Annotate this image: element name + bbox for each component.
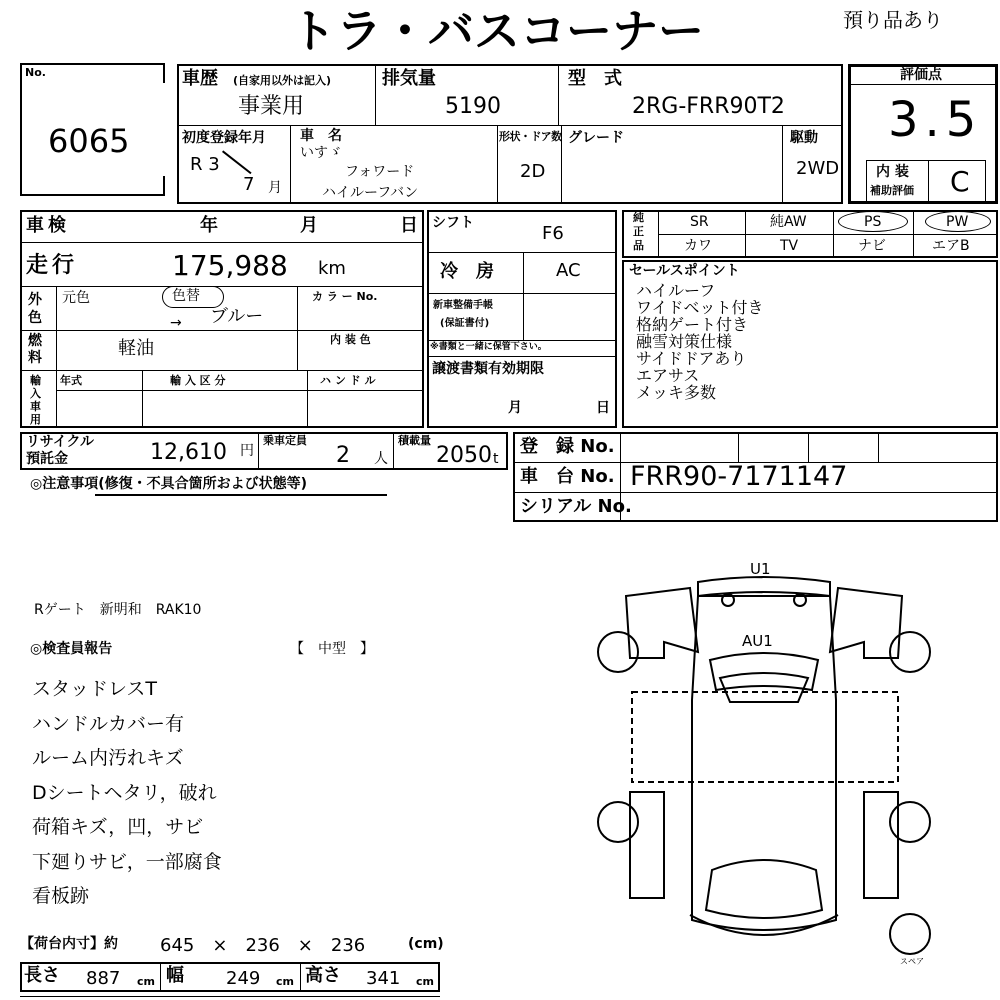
spare-label: スペア — [900, 957, 924, 966]
car-name-label: 車 名 — [300, 128, 342, 144]
cargo-length-label: 長さ — [24, 965, 60, 986]
exterior-repaint-label: 色替 — [172, 288, 200, 304]
cargo-length-unit: cm — [137, 975, 155, 988]
load-value: 2050 — [436, 443, 492, 468]
recycle-label: リサイクル — [26, 434, 95, 450]
option-ps: PS — [864, 214, 882, 230]
car-name-2: ハイルーフバン — [322, 185, 419, 201]
import-label: 輸入車用 — [30, 374, 41, 426]
deposit-note: 預り品あり — [843, 8, 943, 32]
cargo-height-unit: cm — [416, 975, 434, 988]
inspection-day: 日 — [400, 215, 418, 236]
sales-point: 格納ゲート付き — [636, 315, 749, 334]
cargo-dims: 645 × 236 × 236 — [160, 935, 366, 956]
exterior-arrow: → — [170, 315, 182, 331]
transfer-doc-month: 月 — [508, 400, 522, 416]
inspector-report-label: ◎検査員報告 — [30, 641, 113, 657]
cargo-label: 【荷台内寸】約 — [20, 936, 118, 952]
interior-score-label-2: 補助評価 — [870, 184, 914, 197]
option-leather: カワ — [684, 238, 712, 254]
capacity-label: 乗車定員 — [263, 434, 307, 447]
cargo-height-label: 高さ — [305, 965, 341, 986]
exterior-color: ブルー — [210, 306, 264, 327]
drive-label: 駆動 — [790, 130, 818, 146]
recycle-value: 12,610 — [150, 440, 227, 465]
first-reg-label: 初度登録年月 — [182, 130, 266, 146]
damage-mark-u1: U1 — [750, 560, 771, 578]
inspector-notes — [32, 672, 222, 914]
fuel-value: 軽油 — [118, 338, 154, 359]
car-maker: いすゞ — [300, 145, 342, 161]
mileage-value: 175,988 — [172, 249, 288, 282]
exterior-label: 外色 — [28, 292, 42, 326]
option-aw: 純AW — [770, 214, 807, 230]
interior-score-label: 内 装 — [876, 164, 909, 180]
exterior-orig-label: 元色 — [62, 290, 90, 306]
cargo-outline — [632, 692, 898, 782]
rear-window — [706, 860, 822, 918]
shape-value: 2D — [520, 161, 546, 182]
sales-point: サイドドアあり — [636, 349, 747, 368]
maintenance-sub: (保証書付) — [440, 318, 490, 329]
cargo-length: 887 — [86, 968, 121, 989]
load-label: 積載量 — [398, 434, 431, 447]
inspector-note: ハンドルカバー有 — [32, 712, 185, 735]
front-bumper — [698, 577, 830, 596]
capacity-unit: 人 — [374, 451, 388, 467]
inspection-month: 月 — [300, 215, 318, 236]
sales-points-list — [636, 282, 764, 401]
lot-number-label: No. — [25, 66, 46, 79]
rear-gate-note: Rゲート 新明和 RAK10 — [34, 602, 202, 618]
chassis-value: FRR90-7171147 — [630, 461, 848, 492]
option-pw: PW — [946, 214, 969, 230]
inspector-note: 荷箱キズ，凹，サビ — [32, 816, 204, 838]
option-sr: SR — [690, 214, 709, 230]
transfer-doc-label: 譲渡書類有効期限 — [432, 361, 544, 377]
transfer-doc-day: 日 — [596, 400, 610, 416]
import-handle-label: ハ ン ド ル — [320, 374, 376, 387]
interior-color-label: 内 装 色 — [330, 333, 371, 346]
load-unit: t — [493, 451, 499, 467]
sales-point: 融雪対策仕様 — [636, 332, 733, 351]
color-no-label: カ ラ ー No. — [312, 290, 378, 303]
inspector-note: 看板跡 — [32, 885, 90, 907]
left-rear-panel — [630, 792, 664, 898]
option-tv: TV — [780, 238, 799, 254]
history-label: 車歴 — [182, 68, 218, 89]
recycle-label-2: 預託金 — [26, 451, 68, 467]
sales-point: メッキ多数 — [636, 383, 717, 402]
grade-label: グレード — [568, 130, 624, 146]
capacity-value: 2 — [336, 443, 350, 468]
notes-header: ◎注意事項(修復・不具合箇所および状態等) — [30, 476, 308, 492]
serial-label: シリアル No. — [520, 496, 632, 517]
option-navi: ナビ — [858, 238, 886, 254]
car-name: フォワード — [345, 164, 415, 180]
interior-score-value: C — [950, 165, 970, 198]
page-title: トラ・バスコーナー — [290, 4, 704, 58]
cargo-height: 341 — [366, 968, 401, 989]
maintenance-label: 新車整備手帳 — [433, 300, 493, 311]
displacement-value: 5190 — [445, 94, 501, 119]
model-label: 型 式 — [568, 68, 622, 89]
displacement-label: 排気量 — [382, 68, 436, 89]
damage-mark-au1: AU1 — [742, 632, 773, 650]
aircon-value: AC — [556, 260, 581, 281]
model-value: 2RG-FRR90T2 — [632, 94, 785, 119]
maintenance-note: ※書類と一緒に保管下さい。 — [430, 342, 547, 352]
windshield — [710, 653, 818, 690]
score-label: 評価点 — [900, 67, 942, 83]
history-value: 事業用 — [238, 94, 305, 119]
aircon-label: 冷 房 — [440, 261, 494, 282]
vehicle-damage-diagram — [590, 560, 940, 980]
registration-label: 登 録 No. — [520, 436, 615, 457]
shift-value: F6 — [542, 223, 564, 244]
inspector-note: スタッドレスT — [32, 678, 158, 700]
score-value: 3.5 — [888, 92, 983, 148]
size-class: 【 中型 】 — [290, 641, 374, 657]
inspection-label: 車検 — [26, 215, 70, 236]
spare-tire — [890, 914, 930, 954]
right-rear-panel — [864, 792, 898, 898]
sales-point: エアサス — [636, 366, 700, 385]
cargo-width-label: 幅 — [166, 965, 184, 986]
import-year-label: 年式 — [60, 374, 82, 387]
cargo-width: 249 — [226, 968, 261, 989]
shape-label: 形状・ドア数 — [499, 130, 562, 143]
fuel-label: 燃料 — [28, 333, 42, 366]
options-label: 純正品 — [633, 211, 644, 252]
inspection-year: 年 — [200, 215, 218, 236]
drive-value: 2WD — [796, 158, 840, 179]
import-class-label: 輸 入 区 分 — [170, 374, 226, 387]
wheel-rear-right — [890, 802, 930, 842]
shift-label: シフト — [432, 215, 474, 231]
sales-point: ワイドベット付き — [636, 298, 764, 317]
first-reg-era: R 3 — [190, 154, 220, 175]
history-sub: (自家用以外は記入) — [233, 74, 332, 87]
cargo-width-unit: cm — [276, 975, 294, 988]
mileage-label: 走行 — [26, 253, 79, 278]
sales-point: ハイルーフ — [636, 281, 716, 300]
first-reg-month: 7 — [243, 174, 255, 195]
mileage-unit: km — [318, 258, 346, 279]
wheel-rear-left — [598, 802, 638, 842]
inspector-note: Dシートヘタリ，破れ — [32, 781, 217, 804]
chassis-label: 車 台 No. — [520, 466, 615, 487]
lot-number: 6065 — [48, 122, 130, 160]
inspector-note: ルーム内汚れキズ — [32, 747, 184, 769]
first-reg-month-unit: 月 — [268, 180, 282, 196]
cargo-dims-unit: (cm) — [408, 936, 444, 952]
wheel-front-left — [598, 632, 638, 672]
sales-points-label: セールスポイント — [629, 263, 740, 279]
inspector-note: 下廻りサビ，一部腐食 — [32, 850, 222, 873]
option-airbag: エアB — [932, 238, 970, 254]
wheel-front-right — [890, 632, 930, 672]
recycle-unit: 円 — [240, 443, 254, 459]
